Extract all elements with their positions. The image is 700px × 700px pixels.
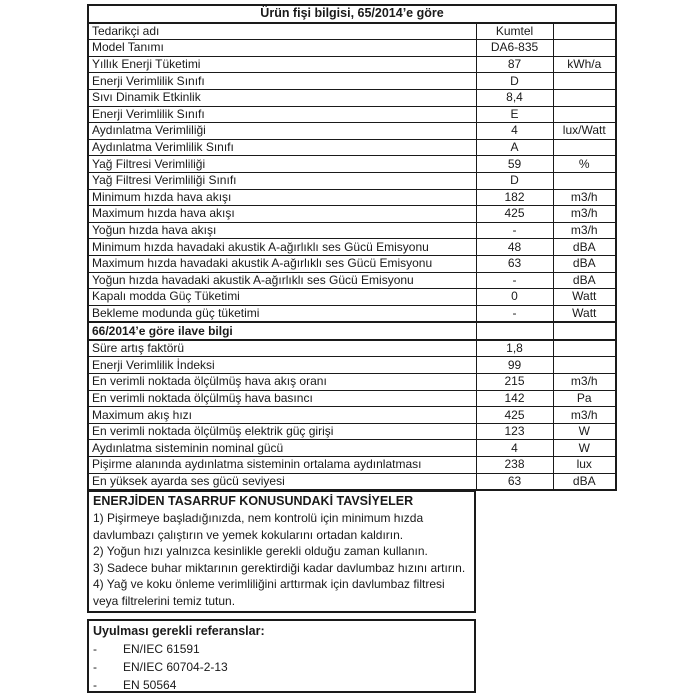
table-row xyxy=(88,357,616,374)
row-value: - xyxy=(476,222,553,239)
table-title: Ürün fişi bilgisi, 65/2014’e göre xyxy=(88,5,616,23)
row-value: 63 xyxy=(476,255,553,272)
row-value: 238 xyxy=(476,457,553,474)
table-row xyxy=(88,222,616,239)
row-unit: W xyxy=(553,440,616,457)
table-row xyxy=(88,440,616,457)
row-value: 48 xyxy=(476,239,553,256)
row-label: Sıvı Dinamik Etkinlik xyxy=(88,89,476,106)
row-label: Model Tanımı xyxy=(88,40,476,57)
row-label: Bekleme modunda güç tüketimi xyxy=(88,305,476,322)
row-unit xyxy=(553,89,616,106)
row-unit: m3/h xyxy=(553,222,616,239)
row-label: Pişirme alanında aydınlatma sisteminin ortalama aydınlatması xyxy=(88,457,476,474)
fiche-table-body xyxy=(88,23,616,491)
row-value: 63 xyxy=(476,473,553,490)
row-label: En verimli noktada ölçülmüş hava akış oranı xyxy=(88,374,476,391)
row-unit: lux/Watt xyxy=(553,123,616,140)
advice-tip: 1) Pişirmeye başladığınızda, nem kontrolü için minimum hızda davlumbazı çalıştırın ve yemek kokularını ortadan kaldırın. xyxy=(93,511,424,542)
row-value: D xyxy=(476,73,553,90)
row-unit: m3/h xyxy=(553,189,616,206)
row-value: 59 xyxy=(476,156,553,173)
reference-text: EN/IEC 60704-2-13 xyxy=(123,660,228,674)
row-label: Maximum akış hızı xyxy=(88,407,476,424)
table-row xyxy=(88,23,616,40)
row-value: - xyxy=(476,305,553,322)
row-unit: m3/h xyxy=(553,206,616,223)
row-value: 142 xyxy=(476,390,553,407)
table-row xyxy=(88,172,616,189)
references-title: Uyulması gerekli referanslar: xyxy=(93,624,265,638)
row-unit xyxy=(553,322,616,340)
row-unit xyxy=(553,40,616,57)
advice-title: ENERJİDEN TASARRUF KONUSUNDAKİ TAVSİYELER xyxy=(93,494,414,508)
table-row xyxy=(88,457,616,474)
table-row xyxy=(88,89,616,106)
row-label: Maximum hızda hava akışı xyxy=(88,206,476,223)
row-label: Enerji Verimlilik Sınıfı xyxy=(88,73,476,90)
row-label: Minimum hızda havadaki akustik A-ağırlıklı ses Gücü Emisyonu xyxy=(88,239,476,256)
row-label: Yıllık Enerji Tüketimi xyxy=(88,56,476,73)
row-unit xyxy=(553,340,616,357)
row-value: 87 xyxy=(476,56,553,73)
row-label: En verimli noktada ölçülmüş elektrik güç girişi xyxy=(88,423,476,440)
row-unit: Pa xyxy=(553,390,616,407)
table-row xyxy=(88,423,616,440)
table-row xyxy=(88,390,616,407)
row-label: En verimli noktada ölçülmüş hava basıncı xyxy=(88,390,476,407)
table-row xyxy=(88,407,616,424)
table-header-row xyxy=(88,5,616,23)
advice-tip: 3) Sadece buhar miktarının gerektirdiği kadar davlumbaz hızını artırın. xyxy=(93,560,466,575)
row-label: Minimum hızda hava akışı xyxy=(88,189,476,206)
row-label: 66/2014’e göre ilave bilgi xyxy=(88,322,476,340)
row-label: Yağ Filtresi Verimliliği Sınıfı xyxy=(88,172,476,189)
row-unit: dBA xyxy=(553,255,616,272)
row-value: 1,8 xyxy=(476,340,553,357)
row-label: Aydınlatma Verimlilik Sınıfı xyxy=(88,139,476,156)
row-unit: dBA xyxy=(553,272,616,289)
row-unit: kWh/a xyxy=(553,56,616,73)
row-unit: lux xyxy=(553,457,616,474)
table-row xyxy=(88,206,616,223)
row-value: E xyxy=(476,106,553,123)
row-unit: dBA xyxy=(553,239,616,256)
row-value: D xyxy=(476,172,553,189)
row-value: 425 xyxy=(476,407,553,424)
references-list xyxy=(93,640,470,694)
row-unit: W xyxy=(553,423,616,440)
table-row xyxy=(88,73,616,90)
row-label: Tedarikçi adı xyxy=(88,23,476,40)
row-label: Aydınlatma sisteminin nominal gücü xyxy=(88,440,476,457)
reference-item xyxy=(93,640,470,658)
row-value: 425 xyxy=(476,206,553,223)
row-unit: % xyxy=(553,156,616,173)
row-unit xyxy=(553,172,616,189)
advice-tips-list xyxy=(93,510,470,609)
table-row xyxy=(88,289,616,306)
row-label: Yağ Filtresi Verimliliği xyxy=(88,156,476,173)
table-row xyxy=(88,340,616,357)
row-label: Süre artış faktörü xyxy=(88,340,476,357)
reference-item xyxy=(93,658,470,676)
table-row xyxy=(88,106,616,123)
references-box xyxy=(87,619,476,693)
energy-saving-advice-box xyxy=(87,490,476,613)
row-label: Yoğun hızda havadaki akustik A-ağırlıklı ses Gücü Emisyonu xyxy=(88,272,476,289)
advice-tip: 4) Yağ ve koku önleme verimliliğini arttırmak için davlumbaz filtresi veya filtrelerini temiz tutun. xyxy=(93,577,445,608)
row-value: 182 xyxy=(476,189,553,206)
row-value: 4 xyxy=(476,440,553,457)
row-label: Yoğun hızda hava akışı xyxy=(88,222,476,239)
table-row xyxy=(88,239,616,256)
row-value: 0 xyxy=(476,289,553,306)
row-value: - xyxy=(476,272,553,289)
table-row xyxy=(88,272,616,289)
reference-bullet: - xyxy=(93,660,97,674)
row-unit xyxy=(553,357,616,374)
row-unit: dBA xyxy=(553,473,616,490)
row-value: 4 xyxy=(476,123,553,140)
row-label: Maximum hızda havadaki akustik A-ağırlıklı ses Gücü Emisyonu xyxy=(88,255,476,272)
row-value xyxy=(476,322,553,340)
row-unit xyxy=(553,106,616,123)
row-value: Kumtel xyxy=(476,23,553,40)
reference-text: EN 50564 xyxy=(123,678,177,692)
reference-bullet: - xyxy=(93,642,97,656)
row-unit: m3/h xyxy=(553,407,616,424)
table-row xyxy=(88,374,616,391)
row-label: En yüksek ayarda ses gücü seviyesi xyxy=(88,473,476,490)
reference-text: EN/IEC 61591 xyxy=(123,642,200,656)
table-row xyxy=(88,123,616,140)
row-value: DA6-835 xyxy=(476,40,553,57)
table-row xyxy=(88,139,616,156)
table-row xyxy=(88,56,616,73)
row-unit xyxy=(553,23,616,40)
row-value: 123 xyxy=(476,423,553,440)
reference-item xyxy=(93,676,470,694)
row-unit: Watt xyxy=(553,289,616,306)
row-value: 99 xyxy=(476,357,553,374)
table-row xyxy=(88,322,616,340)
table-row xyxy=(88,40,616,57)
row-label: Kapalı modda Güç Tüketimi xyxy=(88,289,476,306)
row-value: 8,4 xyxy=(476,89,553,106)
row-unit: Watt xyxy=(553,305,616,322)
reference-bullet: - xyxy=(93,678,97,692)
row-value: A xyxy=(476,139,553,156)
row-value: 215 xyxy=(476,374,553,391)
row-label: Enerji Verimlilik İndeksi xyxy=(88,357,476,374)
advice-tip: 2) Yoğun hızı yalnızca kesinlikle gerekli olduğu zaman kullanın. xyxy=(93,544,428,558)
row-unit xyxy=(553,73,616,90)
row-unit xyxy=(553,139,616,156)
table-row xyxy=(88,156,616,173)
table-row xyxy=(88,473,616,490)
table-row xyxy=(88,255,616,272)
row-label: Aydınlatma Verimliliği xyxy=(88,123,476,140)
row-unit: m3/h xyxy=(553,374,616,391)
table-row xyxy=(88,189,616,206)
row-label: Enerji Verimlilik Sınıfı xyxy=(88,106,476,123)
product-fiche-table xyxy=(87,4,617,491)
table-row xyxy=(88,305,616,322)
